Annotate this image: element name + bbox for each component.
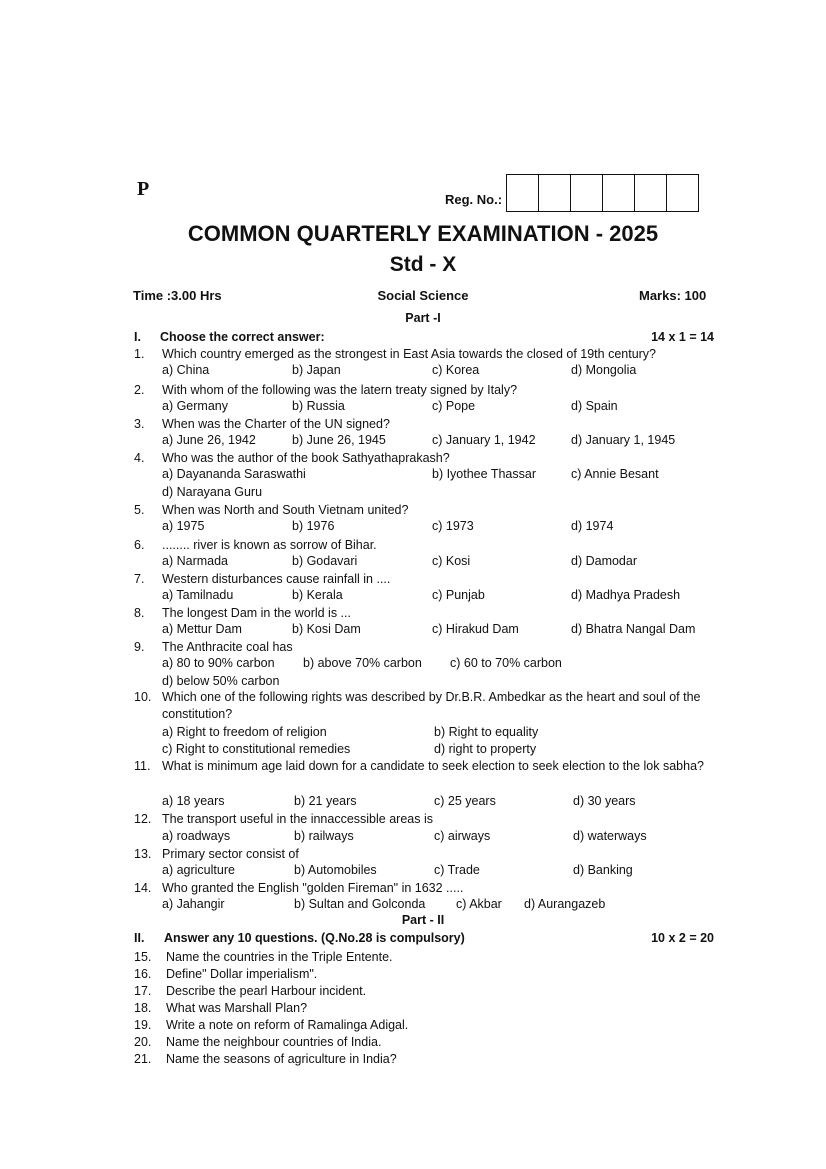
option-a: a) Right to freedom of religion bbox=[162, 725, 327, 739]
question-number: 20. bbox=[134, 1035, 152, 1049]
question-text: What is minimum age laid down for a candidate to seek election to seek election to the lok sabha? bbox=[162, 759, 704, 773]
option-b: b) railways bbox=[294, 829, 354, 843]
option-b: b) Iyothee Thassar bbox=[432, 467, 536, 481]
question-number: 17. bbox=[134, 984, 152, 998]
option-b: b) Kosi Dam bbox=[292, 622, 361, 636]
question-number: 3. bbox=[134, 417, 145, 431]
subject-name: Social Science bbox=[377, 288, 469, 303]
question-text: When was the Charter of the UN signed? bbox=[162, 417, 390, 431]
exam-duration: Time :3.00 Hrs bbox=[133, 288, 222, 303]
question-number: 4. bbox=[134, 451, 145, 465]
option-c: c) airways bbox=[434, 829, 491, 843]
exam-title: COMMON QUARTERLY EXAMINATION - 2025 bbox=[187, 221, 659, 246]
question-number: 2. bbox=[134, 383, 145, 397]
option-d: d) January 1, 1945 bbox=[571, 433, 676, 447]
question-text: Which country emerged as the strongest in East Asia towards the closed of 19th century? bbox=[162, 347, 657, 361]
option-b: b) Right to equality bbox=[434, 725, 539, 739]
register-number-label: Reg. No.: bbox=[445, 191, 503, 207]
option-d: d) Mongolia bbox=[571, 363, 637, 377]
question-number: 21. bbox=[134, 1052, 152, 1066]
option-c: c) Pope bbox=[432, 399, 476, 413]
question-number: 19. bbox=[134, 1018, 152, 1032]
exam-series-code: P bbox=[137, 178, 150, 200]
register-number-box bbox=[539, 175, 571, 211]
register-number-block bbox=[445, 186, 699, 212]
option-b: b) 21 years bbox=[294, 794, 357, 808]
section-marks: 14 x 1 = 14 bbox=[651, 330, 714, 344]
question-text: When was North and South Vietnam united? bbox=[162, 503, 409, 517]
question-text: Name the neighbour countries of India. bbox=[166, 1035, 382, 1049]
option-c: c) Korea bbox=[432, 363, 480, 377]
section-instruction: Choose the correct answer: bbox=[160, 330, 325, 344]
question-text: With whom of the following was the latern treaty signed by Italy? bbox=[162, 383, 518, 397]
question-text: Which one of the following rights was described by Dr.B.R. Ambedkar as the heart and soul of the constitution? bbox=[162, 690, 701, 721]
option-c: c) Kosi bbox=[432, 554, 471, 568]
option-b: b) Japan bbox=[292, 363, 341, 377]
option-d: d) Bhatra Nangal Dam bbox=[571, 622, 696, 636]
option-d: d) waterways bbox=[573, 829, 647, 843]
question-text: Primary sector consist of bbox=[162, 847, 299, 861]
option-b: b) Automobiles bbox=[294, 863, 377, 877]
option-a: a) Tamilnadu bbox=[162, 588, 234, 602]
question-text: Name the seasons of agriculture in India? bbox=[166, 1052, 397, 1066]
register-number-box bbox=[667, 175, 698, 211]
question-number: 15. bbox=[134, 950, 152, 964]
option-a: a) 18 years bbox=[162, 794, 225, 808]
question-text: Name the countries in the Triple Entente. bbox=[166, 950, 393, 964]
option-c: c) Akbar bbox=[456, 897, 502, 911]
option-b: b) June 26, 1945 bbox=[292, 433, 386, 447]
option-a: a) roadways bbox=[162, 829, 231, 843]
question-number: 16. bbox=[134, 967, 152, 981]
option-b: b) above 70% carbon bbox=[303, 656, 422, 670]
question-number: 11. bbox=[134, 759, 151, 773]
option-d: d) 30 years bbox=[573, 794, 636, 808]
option-a: a) 80 to 90% carbon bbox=[162, 656, 275, 670]
question-number: 8. bbox=[134, 606, 145, 620]
question-number: 14. bbox=[134, 881, 152, 895]
option-b: b) Kerala bbox=[292, 588, 343, 602]
option-d: d) below 50% carbon bbox=[162, 674, 280, 688]
section-marks: 10 x 2 = 20 bbox=[651, 931, 714, 945]
option-d: d) Damodar bbox=[571, 554, 637, 568]
option-a: a) China bbox=[162, 363, 210, 377]
option-d: d) right to property bbox=[434, 742, 537, 756]
question-number: 13. bbox=[134, 847, 152, 861]
option-c: c) Hirakud Dam bbox=[432, 622, 519, 636]
option-c: c) 60 to 70% carbon bbox=[450, 656, 562, 670]
standard-label: Std - X bbox=[389, 253, 457, 276]
option-b: b) Sultan and Golconda bbox=[294, 897, 426, 911]
question-text: Western disturbances cause rainfall in .... bbox=[162, 572, 391, 586]
question-text: The Anthracite coal has bbox=[162, 640, 293, 654]
section-numeral: I. bbox=[134, 330, 141, 344]
option-c: c) 25 years bbox=[434, 794, 496, 808]
option-a: a) June 26, 1942 bbox=[162, 433, 256, 447]
option-a: a) Jahangir bbox=[162, 897, 225, 911]
option-b: b) 1976 bbox=[292, 519, 335, 533]
question-text: The transport useful in the innaccessible areas is bbox=[162, 812, 433, 826]
register-number-box bbox=[603, 175, 635, 211]
question-text: ........ river is known as sorrow of Bihar. bbox=[162, 538, 377, 552]
option-d: d) Madhya Pradesh bbox=[571, 588, 681, 602]
total-marks: Marks: 100 bbox=[639, 288, 707, 303]
question-text: Who granted the English "golden Fireman" in 1632 ..... bbox=[162, 881, 464, 895]
option-c: c) January 1, 1942 bbox=[432, 433, 536, 447]
section-numeral: II. bbox=[134, 931, 145, 945]
option-d: d) Spain bbox=[571, 399, 618, 413]
option-b: b) Godavari bbox=[292, 554, 358, 568]
question-number: 1. bbox=[134, 347, 145, 361]
question-number: 9. bbox=[134, 640, 145, 654]
option-a: a) 1975 bbox=[162, 519, 205, 533]
question-number: 5. bbox=[134, 503, 145, 517]
option-d: d) 1974 bbox=[571, 519, 614, 533]
option-a: a) Mettur Dam bbox=[162, 622, 242, 636]
option-a: a) agriculture bbox=[162, 863, 235, 877]
question-text: Define" Dollar imperialism". bbox=[166, 967, 318, 981]
register-number-boxes bbox=[506, 174, 699, 212]
option-c: c) Trade bbox=[434, 863, 480, 877]
question-text: The longest Dam in the world is ... bbox=[162, 606, 351, 620]
option-c: c) Annie Besant bbox=[571, 467, 659, 481]
section-instruction: Answer any 10 questions. (Q.No.28 is compulsory) bbox=[164, 931, 465, 945]
part-1-heading: Part -I bbox=[405, 311, 441, 325]
question-text: What was Marshall Plan? bbox=[166, 1001, 308, 1015]
question-number: 7. bbox=[134, 572, 145, 586]
question-number: 10. bbox=[134, 690, 152, 704]
option-a: a) Narmada bbox=[162, 554, 228, 568]
option-d: d) Aurangazeb bbox=[524, 897, 606, 911]
option-c: c) 1973 bbox=[432, 519, 474, 533]
option-d: d) Narayana Guru bbox=[162, 485, 263, 499]
option-c: c) Punjab bbox=[432, 588, 485, 602]
question-text: Describe the pearl Harbour incident. bbox=[166, 984, 367, 998]
part-2-heading: Part - II bbox=[401, 913, 445, 927]
option-b: b) Russia bbox=[292, 399, 345, 413]
question-text: Who was the author of the book Sathyathaprakash? bbox=[162, 451, 450, 465]
question-number: 6. bbox=[134, 538, 145, 552]
option-a: a) Germany bbox=[162, 399, 228, 413]
question-text: Write a note on reform of Ramalinga Adigal. bbox=[166, 1018, 409, 1032]
register-number-box bbox=[635, 175, 667, 211]
question-number: 18. bbox=[134, 1001, 152, 1015]
register-number-box bbox=[507, 175, 539, 211]
option-a: a) Dayananda Saraswathi bbox=[162, 467, 306, 481]
option-d: d) Banking bbox=[573, 863, 633, 877]
option-c: c) Right to constitutional remedies bbox=[162, 742, 351, 756]
register-number-box bbox=[571, 175, 603, 211]
question-number: 12. bbox=[134, 812, 152, 826]
